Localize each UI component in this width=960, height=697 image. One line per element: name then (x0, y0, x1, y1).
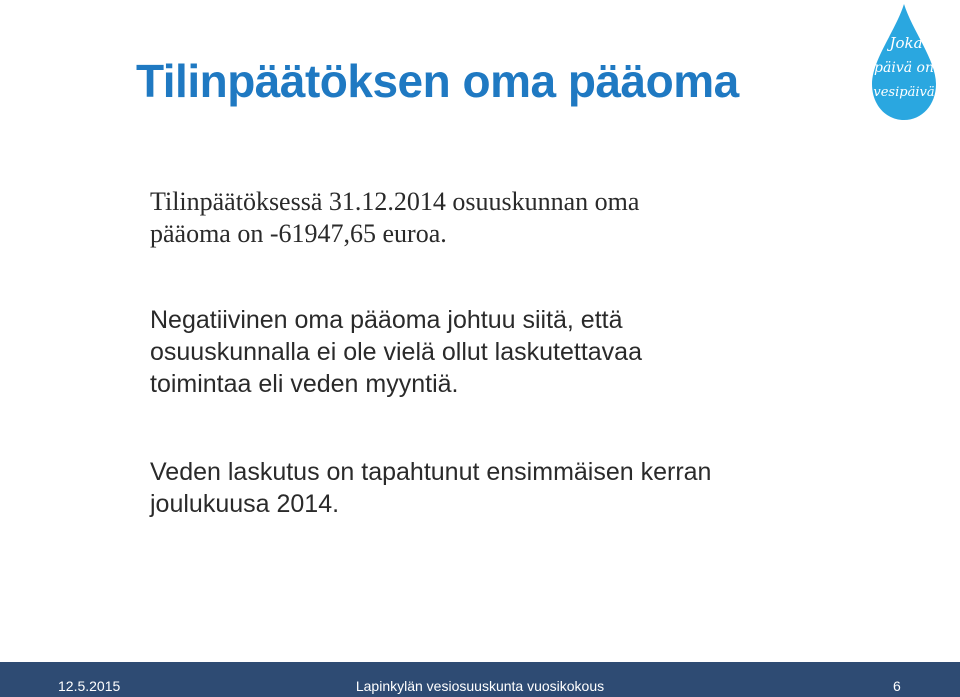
logo-text-line3: vesipäivä (873, 85, 935, 100)
footer-text: Lapinkylän vesiosuuskunta vuosikokous (355, 678, 605, 694)
paragraph-negative-equity (150, 304, 642, 400)
slide-title: Tilinpäätöksen oma pääoma (136, 55, 739, 107)
footer-bar (0, 662, 960, 697)
paragraph-billing (150, 456, 711, 520)
slide-body (150, 186, 850, 518)
paragraph-equity (150, 186, 850, 250)
logo-text-line2: päivä on (874, 60, 934, 76)
paragraph-line: toimintaa eli veden myyntiä. (150, 370, 459, 398)
paragraph-line: Veden laskutus on tapahtunut ensimmäisen kerran (150, 458, 712, 486)
paragraph-line: pääoma on -61947,65 euroa. (150, 219, 447, 248)
water-drop-icon (864, 2, 944, 122)
page-number: 6 (893, 678, 901, 694)
logo (864, 2, 944, 122)
paragraph-line: osuuskunnalla ei ole vielä ollut laskutettavaa (150, 338, 642, 366)
logo-text-line1: Joka (889, 34, 923, 52)
footer-date: 12.5.2015 (58, 678, 121, 694)
paragraph-line: Negatiivinen oma pääoma johtuu siitä, että (150, 306, 623, 334)
paragraph-line: joulukuusa 2014. (150, 490, 340, 518)
paragraph-line: Tilinpäätöksessä 31.12.2014 osuuskunnan oma (150, 187, 640, 216)
